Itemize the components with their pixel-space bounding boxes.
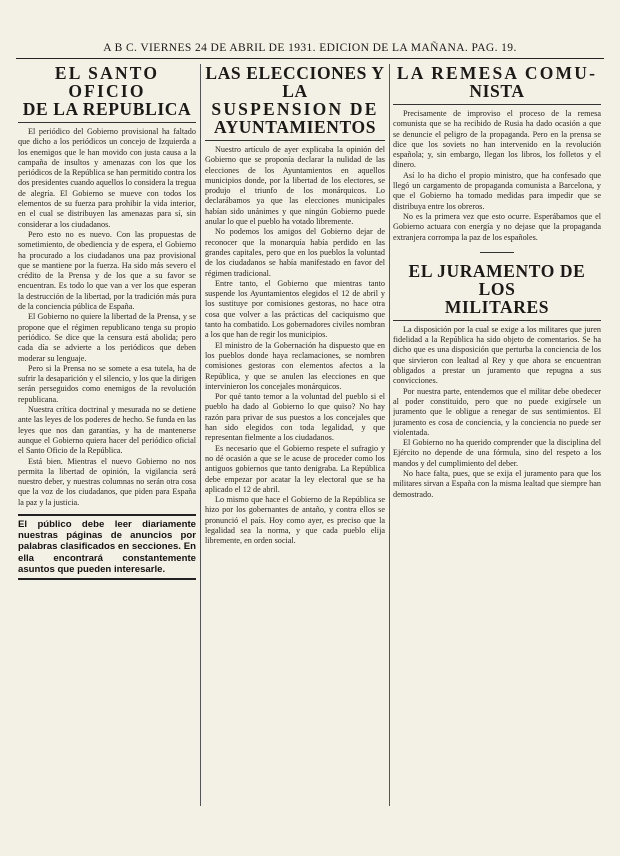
article-paragraph: Por qué tanto temor a la voluntad del pueblo si el pueblo ha dado al Gobierno lo que quiso? No hay razón para privar de sus puestos a los concejales que han sido elegidos con toda legalidad, y que representan fielmente a los ciudadanos. <box>205 392 385 443</box>
title-line: NISTA <box>469 81 525 101</box>
ornament-separator <box>393 248 601 257</box>
header-rule <box>16 58 604 59</box>
article-paragraph: Por nuestra parte, entendemos que el militar debe obedecer al poder constituido, pero que no puede exigírsele un juramento que le obligue a renegar de sus sentimientos. El juramento es cosa de conciencia, y la conciencia no puede ser violentada. <box>393 386 601 437</box>
article-paragraph: Entre tanto, el Gobierno que mientras tanto suspende los Ayuntamientos elegidos el 12 de abril y los sustituye por comisiones gestoras, no hace otra cosa que volver a las prácticas del caciquismo que tanto ha combatido. Los gobernadores civiles nombran a los que han de regir los municipios. <box>205 278 385 340</box>
title-line: SUSPENSION DE <box>211 99 379 119</box>
column-santo-oficio <box>18 64 196 842</box>
article-paragraph: Está bien. Mientras el nuevo Gobierno no nos permita la libertad de opinión, la vigilancia será nuestro deber, y nuestras columnas no serán otra cosa que la voz de los ciudadanos, que piden para España la paz y la justicia. <box>18 456 196 507</box>
classified-ads-box <box>18 514 196 580</box>
article-paragraph: Pero si la Prensa no se somete a esa tutela, ha de sufrir la desaparición y el silencio, y los que la dirigen serán perseguidos como enemigos de la revolución republicana. <box>18 363 196 404</box>
article-title-elecciones <box>205 64 385 136</box>
title-line: EL JURAMENTO DE LOS <box>408 260 586 299</box>
article-paragraph: El periódico del Gobierno provisional ha faltado que dicho a los periódicos un concejo de Izquierda a los enemigos que le han movido con justa causa a la campaña de insultos y amenazas con los que los periódicos de la República se han permitido contra los dos presidentes cuando aquellos lo considera la tregua de alegría. El Gobierno se mueve con todos los elementos de su fuerza para prohibir la vida interior, en el cual se distribuyen las amenazas para sí, sin considerar a los ciudadanos. <box>18 127 196 229</box>
article-paragraph: Nuestro artículo de ayer explicaba la opinión del Gobierno que se proponía declarar la nulidad de las elecciones de los Ayuntamientos en aquellos municipios donde, por la libertad de los electores, se produjo el triunfo de los monárquicos. Lo declarábamos ya que las elecciones municipales habían sido unánimes y que ningún Gobierno puede anular lo que el pueblo ha votado libremente. <box>205 145 385 227</box>
article-paragraph: Precisamente de improviso el proceso de la remesa comunista que se ha recibido de Rusia ha dado ocasión a que se denuncie el peligro de la propaganda. Pero en la prensa se dice que los soviets no han intervenido en la revolución española; y, sin embargo, llegan los libros, los folletos y el dinero. <box>393 109 601 170</box>
column-divider <box>389 64 390 806</box>
article-paragraph: Así lo ha dicho el propio ministro, que ha confesado que llegó un cargamento de propaganda comunista a Barcelona, y que el Gobierno ha tomado medidas para impedir que se distribuya entre los obreros. <box>393 170 601 211</box>
title-line: AYUNTAMIENTOS <box>213 117 377 137</box>
title-line: DE LA REPUBLICA <box>22 99 192 119</box>
article-paragraph: Pero esto no es nuevo. Con las propuestas de sometimiento, de obediencia y de espera, el Gobierno ha procurado a los ciudadanos una paz provisional que se mantiene por la fuerza. Ha sido más severo el crédito de la Prensa y de los que a su favor se encuentran. Es todo lo que van a ver los que esperan la destrucción de la libertad, por la tradición más pura de la conciencia pública de España. <box>18 229 196 312</box>
article-paragraph: La disposición por la cual se exige a los militares que juren fidelidad a la República ha sido objeto de comentarios. Se ha dicho que es una disposición que perturba la conciencia de los que sirvieron con lealtad al Rey y que ahora se encuentran obligados a prestar un juramento que repugna a sus convicciones. <box>393 324 601 386</box>
article-title-santo-oficio <box>18 64 196 118</box>
article-paragraph: Lo mismo que hace el Gobierno de la República se hizo por los gobernantes de antaño, y contra ellos se pronunció el país. Hoy como ayer, es preciso que la legalidad sea la norma, y que cada pueblo elija libremente, en orden social. <box>205 495 385 546</box>
title-line: LAS ELECCIONES Y LA <box>205 64 385 101</box>
article-paragraph: Nuestra crítica doctrinal y mesurada no se detiene ante las leyes de los poderes de hecho. Se funda en las leyes que nos dan garantías, y ha de mantenerse aunque el Gobierno quiera hacer del periódico oficial el Santo Oficio de la República. <box>18 405 196 456</box>
title-line: EL SANTO OFICIO <box>54 64 160 101</box>
title-rule <box>393 320 601 321</box>
article-title-remesa <box>393 64 601 100</box>
title-rule <box>205 140 385 141</box>
article-paragraph: No es la primera vez que esto ocurre. Esperábamos que el Gobierno actuara con energía y no dejase que la propaganda extranjera corrompa la paz de los españoles. <box>393 211 601 242</box>
article-paragraph: El ministro de la Gobernación ha dispuesto que en los pueblos donde haya reclamaciones, se nombren comisiones gestoras con elementos afectos a la República, y que se anulen las elecciones en que intervinieron los concejales monárquicos. <box>205 340 385 391</box>
title-rule <box>18 122 196 123</box>
column-divider <box>200 64 201 806</box>
article-title-juramento <box>393 262 601 316</box>
column-remesa-juramento <box>393 64 601 842</box>
article-paragraph: No podemos los amigos del Gobierno dejar de reconocer que la monarquía había perdido en las grandes capitales, pero que en los pueblos la voluntad de los ciudadanos se había manifestado en favor del régimen tradicional. <box>205 227 385 278</box>
column-elecciones <box>205 64 385 842</box>
title-rule <box>393 104 601 105</box>
page-header: A B C. VIERNES 24 DE ABRIL DE 1931. EDICION DE LA MAÑANA. PAG. 19. <box>103 42 517 54</box>
article-paragraph: El Gobierno no ha querido comprender que la disciplina del Ejército no depende de una fórmula, sino del respeto a los mandos y del cumplimiento del deber. <box>393 438 601 468</box>
article-paragraph: No hace falta, pues, que se exija el juramento para que los militares sirvan a España con la misma lealtad que siempre han demostrado. <box>393 469 601 499</box>
title-line: MILITARES <box>444 296 550 317</box>
article-paragraph: El Gobierno no quiere la libertad de la Prensa, y se propone que el régimen republicano tenga su propio periódico. Se dice que la censura está abolida; pero cada día se advierte a los periódicos que deben moderar su lenguaje. <box>18 312 196 363</box>
article-paragraph: Es necesario que el Gobierno respete el sufragio y no dé ocasión a que se le acuse de proceder como los antiguos gobiernos que tanto denigraba. La República debe empezar por acatar la ley electoral que se ha aplicado el 12 de abril. <box>205 443 385 494</box>
title-line: LA REMESA COMU- <box>396 64 598 83</box>
classified-ads-text: El público debe leer diariamente nuestras páginas de anuncios por palabras clasificados en secciones. En ella encontrará constantemente asuntos que pueden interesarle. <box>18 518 196 575</box>
